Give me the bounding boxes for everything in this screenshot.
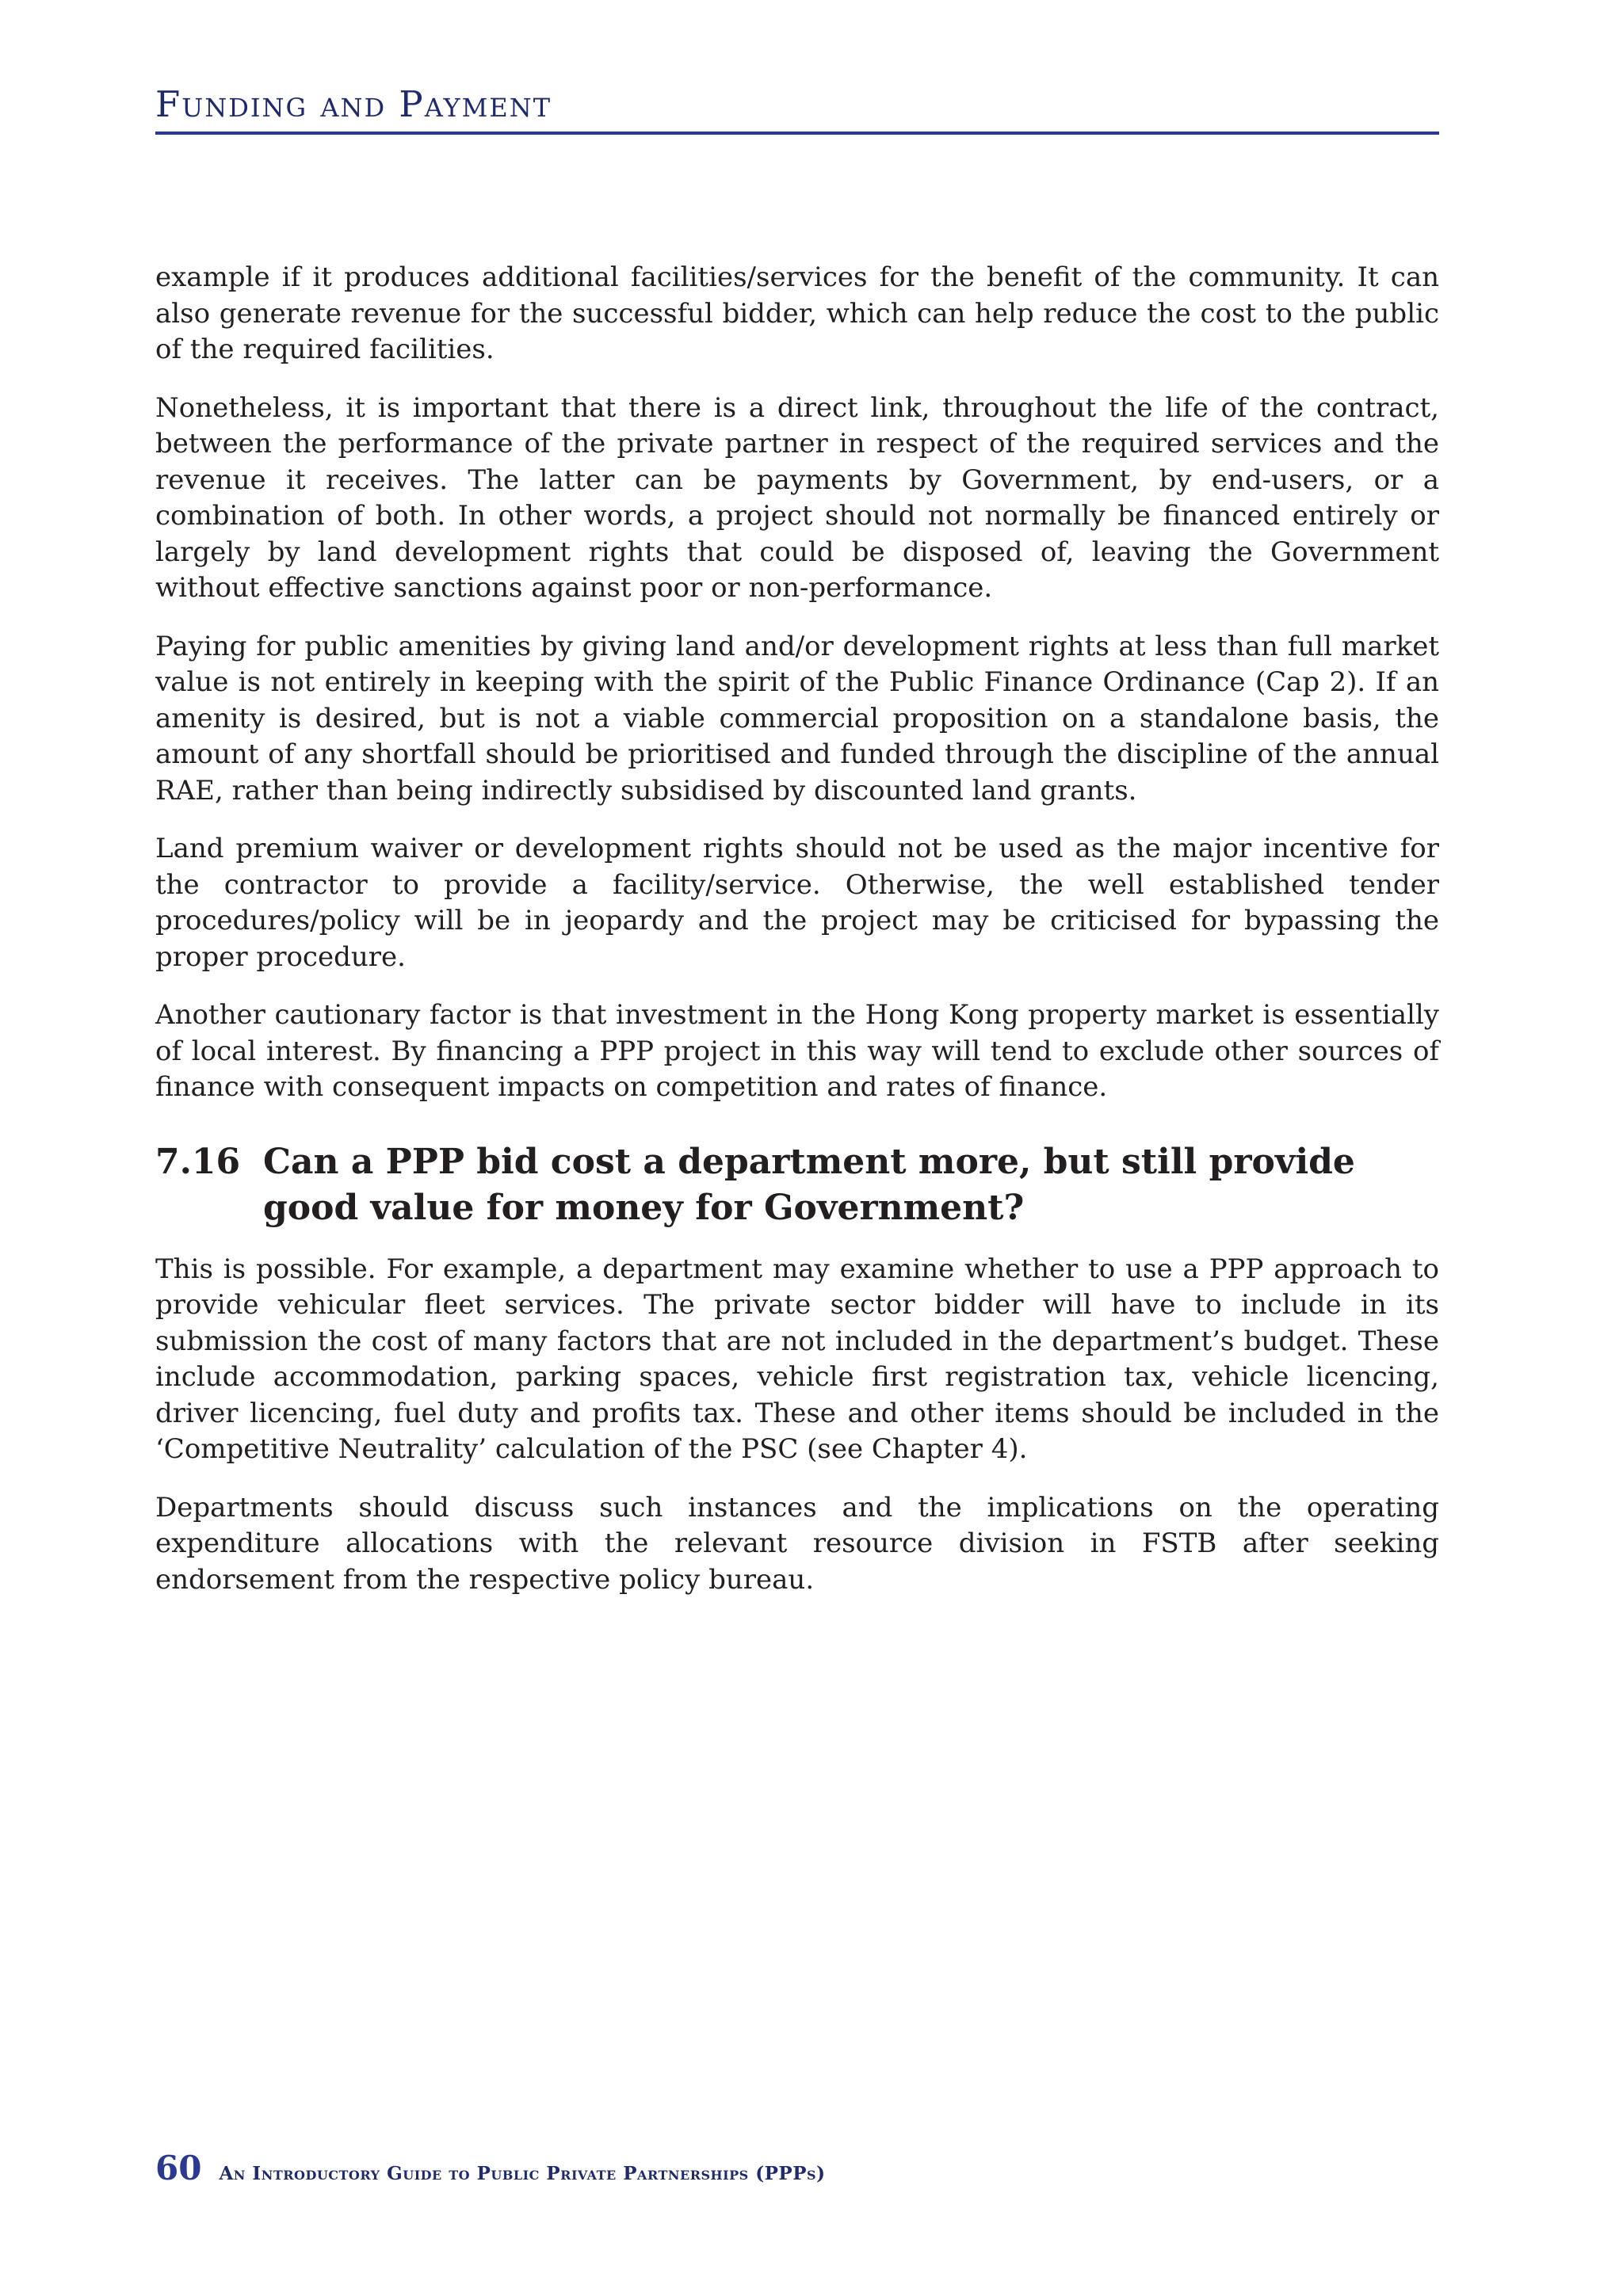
page-content: [155, 260, 1439, 1620]
section-number: 7.16: [155, 1141, 241, 1182]
running-header-title: Funding and Payment: [155, 83, 552, 125]
body-paragraph: Another cautionary factor is that investment in the Hong Kong property market is essentially of local interest. By financing a PPP project in this way will tend to exclude other sources of finance with consequent impacts on competition and rates of finance.: [155, 999, 1439, 1103]
publication-title: An Introductory Guide to Public Private Partnerships (PPPs): [219, 2163, 826, 2184]
page-footer: [155, 2149, 825, 2187]
page-number: 60: [155, 2149, 202, 2187]
section-title: Can a PPP bid cost a department more, but still provide good value for money for Government?: [263, 1141, 1355, 1228]
section-heading: [155, 1139, 1439, 1231]
running-header: [155, 82, 1439, 135]
body-paragraph: Land premium waiver or development rights should not be used as the major incentive for the contractor to provide a facility/service. Otherwise, the well established tender procedures/policy will be in jeopardy and the project may be criticised for bypassing the proper procedure.: [155, 833, 1439, 973]
section-paragraph: Departments should discuss such instances and the implications on the operating expenditure allocations with the relevant resource division in FSTB after seeking endorsement from the respective policy bureau.: [155, 1491, 1439, 1596]
section-paragraph: This is possible. For example, a department may examine whether to use a PPP approach to provide vehicular fleet services. The private sector bidder will have to include in its submission the cost of many factors that are not included in the department’s budget. These include accommodation, parking spaces, vehicle first registration tax, vehicle licencing, driver licencing, fuel duty and profits tax. These and other items should be included in the ‘Competitive Neutrality’ calculation of the PSC (see Chapter 4).: [155, 1253, 1439, 1465]
body-paragraph: Nonetheless, it is important that there is a direct link, throughout the life of the contract, between the performance of the private partner in respect of the required services and the revenue it receives. The latter can be payments by Government, by end-users, or a combination of both. In other words, a project should not normally be financed entirely or largely by land development rights that could be disposed of, leaving the Government without effective sanctions against poor or non-performance.: [155, 391, 1439, 604]
body-paragraph: Paying for public amenities by giving land and/or development rights at less than full market value is not entirely in keeping with the spirit of the Public Finance Ordinance (Cap 2). If an amenity is desired, but is not a viable commercial proposition on a standalone basis, the amount of any shortfall should be prioritised and funded through the discipline of the annual RAE, rather than being indirectly subsidised by discounted land grants.: [155, 630, 1439, 807]
body-paragraph: example if it produces additional facilities/services for the benefit of the community. It can also generate revenue for the successful bidder, which can help reduce the cost to the public of the required facilities.: [155, 261, 1439, 365]
